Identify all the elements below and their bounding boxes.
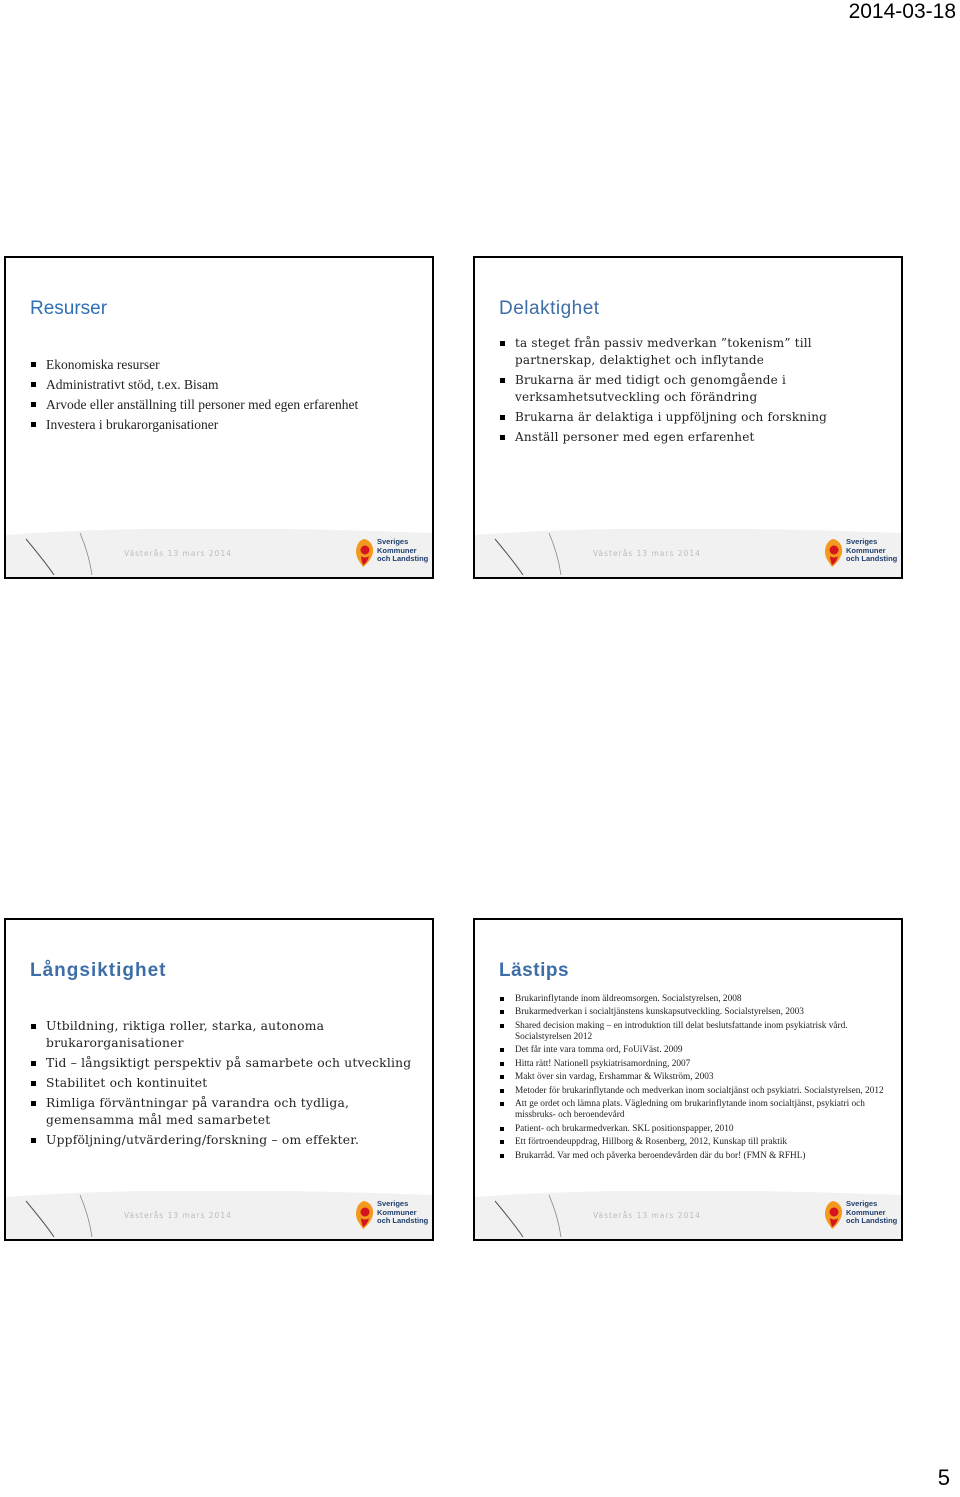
bullet-icon [500, 1102, 504, 1106]
bullet-list [499, 335, 891, 449]
list-item: Brukarmedverkan i socialtjänstens kunskapsutveckling. Socialstyrelsen, 2003 [499, 1007, 895, 1018]
list-item: Utbildning, riktiga roller, starka, autonoma brukarorganisationer [30, 1018, 422, 1052]
slide-title: Delaktighet [499, 298, 600, 319]
logo-text: Sveriges Kommuner och Landsting [846, 1199, 898, 1225]
list-item: Stabilitet och kontinuitet [30, 1075, 422, 1092]
bullet-icon [500, 415, 505, 420]
bullet-icon [500, 1127, 504, 1131]
page-date: 2014-03-18 [848, 0, 956, 23]
skl-logo [352, 536, 430, 572]
slide-title: Lästips [499, 960, 570, 981]
bullet-icon [500, 435, 505, 440]
skl-logo-icon [352, 1200, 376, 1230]
list-item: Brukarråd. Var med och påverka beroendevården där du bor! (FMN & RFHL) [499, 1151, 895, 1162]
list-item: Ett förtroendeuppdrag, Hillborg & Rosenberg, 2012, Kunskap till praktik [499, 1137, 895, 1148]
list-item: Det får inte vara tomma ord, FoUiVäst. 2009 [499, 1045, 895, 1056]
list-item: Anställ personer med egen erfarenhet [499, 429, 891, 446]
skl-logo-icon [821, 538, 845, 568]
list-item: Metoder för brukarinflytande och medverkan inom socialtjänst och psykiatri. Socialstyrelsen, 2012 [499, 1086, 895, 1097]
list-item: Tid – långsiktigt perspektiv på samarbete och utveckling [30, 1055, 422, 1072]
list-item: Att ge ordet och lämna plats. Vägledning om brukarinflytande inom socialtjänst, psykiatri och missbruks- och beroendevård [499, 1099, 895, 1122]
footer-text: Västerås 13 mars 2014 [124, 1211, 232, 1220]
bullet-icon [31, 1081, 36, 1086]
bullet-list [30, 1018, 422, 1152]
skl-logo-icon [352, 538, 376, 568]
bullet-icon [31, 1024, 36, 1029]
list-item: Brukarinflytande inom äldreomsorgen. Socialstyrelsen, 2008 [499, 994, 895, 1005]
bullet-icon [31, 1138, 36, 1143]
slide-footer [475, 1191, 901, 1239]
bullet-list [30, 356, 420, 436]
bullet-list [499, 994, 895, 1164]
slide-footer [6, 529, 432, 577]
skl-logo-icon [821, 1200, 845, 1230]
bullet-icon [500, 1062, 504, 1066]
list-item: Investera i brukarorganisationer [30, 416, 420, 433]
bullet-icon [500, 997, 504, 1001]
bullet-icon [31, 422, 36, 427]
list-item: Hitta rätt! Nationell psykiatrisamordning, 2007 [499, 1059, 895, 1070]
slide-title: Resurser [30, 298, 108, 319]
slide-delaktighet [473, 256, 903, 579]
list-item: Makt över sin vardag, Ershammar & Wikström, 2003 [499, 1072, 895, 1083]
list-item: Ekonomiska resurser [30, 356, 420, 373]
list-item: Arvode eller anställning till personer med egen erfarenhet [30, 396, 420, 413]
bullet-icon [500, 378, 505, 383]
bullet-icon [500, 1048, 504, 1052]
footer-text: Västerås 13 mars 2014 [124, 549, 232, 558]
logo-text: Sveriges Kommuner och Landsting [846, 537, 898, 563]
list-item: Shared decision making – en introduktion till delat beslutsfattande inom psykiatrisk vård. Socialstyrelsen 2012 [499, 1021, 895, 1044]
slide-title: Långsiktighet [30, 960, 167, 981]
bullet-icon [500, 1024, 504, 1028]
list-item: Brukarna är med tidigt och genomgående i verksamhetsutveckling och förändring [499, 372, 891, 406]
list-item: Administrativt stöd, t.ex. Bisam [30, 376, 420, 393]
logo-text: Sveriges Kommuner och Landsting [377, 1199, 429, 1225]
footer-text: Västerås 13 mars 2014 [593, 549, 701, 558]
page-number: 5 [937, 1465, 950, 1490]
bullet-icon [500, 1089, 504, 1093]
footer-text: Västerås 13 mars 2014 [593, 1211, 701, 1220]
list-item: Brukarna är delaktiga i uppföljning och forskning [499, 409, 891, 426]
slide-resurser [4, 256, 434, 579]
skl-logo [821, 1198, 899, 1234]
list-item: Patient- och brukarmedverkan. SKL positionspapper, 2010 [499, 1124, 895, 1135]
list-item: ta steget från passiv medverkan ”tokenism” till partnerskap, delaktighet och inflytande [499, 335, 891, 369]
slide-lastips [473, 918, 903, 1241]
bullet-icon [500, 1154, 504, 1158]
skl-logo [352, 1198, 430, 1234]
skl-logo [821, 536, 899, 572]
bullet-icon [500, 1075, 504, 1079]
slide-footer [475, 529, 901, 577]
slide-langsiktighet [4, 918, 434, 1241]
bullet-icon [31, 402, 36, 407]
bullet-icon [500, 341, 505, 346]
logo-text: Sveriges Kommuner och Landsting [377, 537, 429, 563]
bullet-icon [31, 1101, 36, 1106]
list-item: Uppföljning/utvärdering/forskning – om effekter. [30, 1132, 422, 1149]
bullet-icon [31, 382, 36, 387]
bullet-icon [31, 1061, 36, 1066]
bullet-icon [500, 1010, 504, 1014]
slide-footer [6, 1191, 432, 1239]
bullet-icon [500, 1140, 504, 1144]
bullet-icon [31, 362, 36, 367]
list-item: Rimliga förväntningar på varandra och tydliga, gemensamma mål med samarbetet [30, 1095, 422, 1129]
